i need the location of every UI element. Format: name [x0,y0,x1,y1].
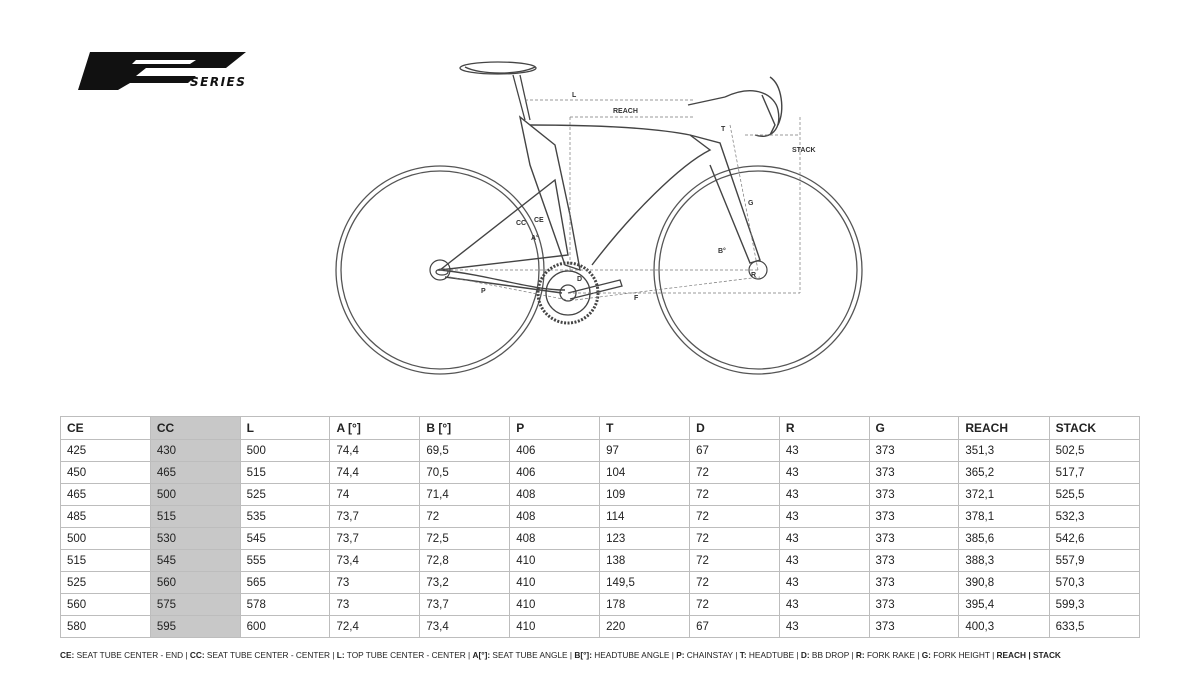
table-cell: 570,3 [1049,572,1139,594]
table-row [61,616,1140,638]
table-cell: 515 [150,506,240,528]
table-cell: 43 [779,594,869,616]
table-row [61,528,1140,550]
geometry-table [60,416,1140,638]
table-row [61,462,1140,484]
table-cell: 73,2 [420,572,510,594]
table-cell: 43 [779,484,869,506]
table-cell: 430 [150,440,240,462]
table-cell: 385,6 [959,528,1049,550]
table-row [61,572,1140,594]
seatpost-saddle [460,62,536,120]
label-t: T [721,126,726,133]
table-cell: 560 [61,594,151,616]
table-cell: 72,4 [330,616,420,638]
table-cell: 515 [61,550,151,572]
table-row [61,506,1140,528]
label-b: B° [718,248,726,255]
legend-key: G: [921,650,931,660]
legend-text: FORK HEIGHT | [930,650,997,660]
table-cell: 542,6 [1049,528,1139,550]
legend-key: R: [855,650,865,660]
legend-text: FORK RAKE | [864,650,922,660]
table-cell: 72 [420,506,510,528]
table-cell: 500 [150,484,240,506]
table-cell: 408 [510,506,600,528]
table-cell: 373 [869,572,959,594]
label-reach: REACH [613,108,638,115]
label-d: D [577,276,583,283]
table-cell: 595 [150,616,240,638]
header-reach: REACH [959,417,1049,440]
table-cell: 72,8 [420,550,510,572]
table-cell: 74 [330,484,420,506]
table-cell: 485 [61,506,151,528]
header-a: A [°] [330,417,420,440]
legend-text: SEAT TUBE CENTER - CENTER | [204,650,337,660]
table-cell: 149,5 [600,572,690,594]
table-cell: 373 [869,550,959,572]
table-cell: 425 [61,440,151,462]
header-stack: STACK [1049,417,1139,440]
header-cc: CC [150,417,240,440]
table-cell: 502,5 [1049,440,1139,462]
legend-key: CC: [189,650,205,660]
table-cell: 372,1 [959,484,1049,506]
table-cell: 410 [510,594,600,616]
dimension-lines [440,100,800,300]
label-l: L [572,92,577,99]
table-cell: 72 [690,484,780,506]
table-cell: 72 [690,462,780,484]
table-cell: 525,5 [1049,484,1139,506]
legend-text: TOP TUBE CENTER - CENTER | [344,650,473,660]
table-cell: 72 [690,594,780,616]
table-cell: 71,4 [420,484,510,506]
header-r: R [779,417,869,440]
table-cell: 575 [150,594,240,616]
legend-key: T: [739,650,747,660]
table-cell: 390,8 [959,572,1049,594]
table-cell: 406 [510,462,600,484]
f-series-logo [76,50,296,92]
table-cell: 500 [61,528,151,550]
table-cell: 365,2 [959,462,1049,484]
table-cell: 43 [779,440,869,462]
header-g: G [869,417,959,440]
table-cell: 578 [240,594,330,616]
table-cell: 72 [690,506,780,528]
frame [440,117,760,293]
logo-series-text: SERIES [190,75,247,89]
table-cell: 532,3 [1049,506,1139,528]
table-header-row [61,417,1140,440]
table-cell: 73,7 [330,506,420,528]
table-cell: 633,5 [1049,616,1139,638]
table-cell: 74,4 [330,462,420,484]
table-cell: 178 [600,594,690,616]
table-cell: 410 [510,616,600,638]
table-cell: 138 [600,550,690,572]
table-cell: 104 [600,462,690,484]
table-cell: 465 [150,462,240,484]
label-r: R [751,272,757,279]
label-f: F [634,295,639,302]
table-cell: 373 [869,528,959,550]
table-cell: 410 [510,572,600,594]
table-cell: 114 [600,506,690,528]
label-g: G [748,200,754,207]
table-cell: 72 [690,528,780,550]
legend-key: P: [676,650,685,660]
table-cell: 123 [600,528,690,550]
table-cell: 600 [240,616,330,638]
table-cell: 43 [779,462,869,484]
table-cell: 220 [600,616,690,638]
table-cell: 557,9 [1049,550,1139,572]
table-cell: 72,5 [420,528,510,550]
legend-key: REACH | STACK [996,650,1061,660]
table-cell: 73 [330,572,420,594]
table-cell: 74,4 [330,440,420,462]
legend-key: A[°]: [472,650,491,660]
table-cell: 43 [779,528,869,550]
header-d: D [690,417,780,440]
table-cell: 373 [869,506,959,528]
table-cell: 406 [510,440,600,462]
table-cell: 410 [510,550,600,572]
table-cell: 43 [779,506,869,528]
table-cell: 67 [690,616,780,638]
header-t: T [600,417,690,440]
table-cell: 450 [61,462,151,484]
diagram-labels [481,92,816,302]
header-p: P [510,417,600,440]
table-cell: 580 [61,616,151,638]
legend-text: SEAT TUBE CENTER - END | [74,650,190,660]
table-cell: 69,5 [420,440,510,462]
table-row [61,594,1140,616]
header-l: L [240,417,330,440]
table-cell: 530 [150,528,240,550]
legend-text: HEADTUBE | [746,650,801,660]
table-cell: 73 [330,594,420,616]
legend-key: L: [336,650,345,660]
legend-text: SEAT TUBE ANGLE | [490,650,575,660]
label-cc: CC [516,220,527,227]
table-row [61,440,1140,462]
legend-key: B[°]: [574,650,592,660]
table-cell: 545 [150,550,240,572]
table-cell: 400,3 [959,616,1049,638]
table-cell: 545 [240,528,330,550]
table-cell: 599,3 [1049,594,1139,616]
table-row [61,484,1140,506]
bike-geometry-diagram [330,55,870,385]
label-p: P [481,288,486,295]
legend-key: D: [800,650,810,660]
table-cell: 373 [869,484,959,506]
table-cell: 535 [240,506,330,528]
legend-text: HEADTUBE ANGLE | [591,650,677,660]
table-cell: 43 [779,616,869,638]
table-cell: 465 [61,484,151,506]
table-cell: 373 [869,616,959,638]
table-cell: 373 [869,440,959,462]
table-cell: 517,7 [1049,462,1139,484]
table-cell: 43 [779,550,869,572]
table-cell: 565 [240,572,330,594]
table-cell: 560 [150,572,240,594]
legend-key: CE: [60,650,75,660]
table-cell: 500 [240,440,330,462]
table-cell: 408 [510,528,600,550]
table-cell: 408 [510,484,600,506]
header-ce: CE [61,417,151,440]
legend-text: CHAINSTAY | [684,650,740,660]
table-cell: 73,7 [330,528,420,550]
label-stack: STACK [792,147,816,154]
table-cell: 555 [240,550,330,572]
table-cell: 97 [600,440,690,462]
abbreviation-legend [60,650,1150,660]
table-cell: 72 [690,572,780,594]
table-cell: 70,5 [420,462,510,484]
table-cell: 388,3 [959,550,1049,572]
table-body [61,440,1140,638]
table-cell: 525 [61,572,151,594]
table-cell: 373 [869,462,959,484]
table-row [61,550,1140,572]
table-cell: 351,3 [959,440,1049,462]
table-cell: 395,4 [959,594,1049,616]
label-a: A° [531,235,539,242]
table-cell: 515 [240,462,330,484]
header-b: B [°] [420,417,510,440]
table-cell: 525 [240,484,330,506]
legend-text: BB DROP | [809,650,856,660]
table-cell: 73,4 [420,616,510,638]
table-cell: 109 [600,484,690,506]
table-cell: 73,4 [330,550,420,572]
table-cell: 72 [690,550,780,572]
table-cell: 378,1 [959,506,1049,528]
handlebar [688,77,782,136]
table-cell: 43 [779,572,869,594]
label-ce: CE [534,217,544,224]
table-cell: 73,7 [420,594,510,616]
table-cell: 67 [690,440,780,462]
table-cell: 373 [869,594,959,616]
